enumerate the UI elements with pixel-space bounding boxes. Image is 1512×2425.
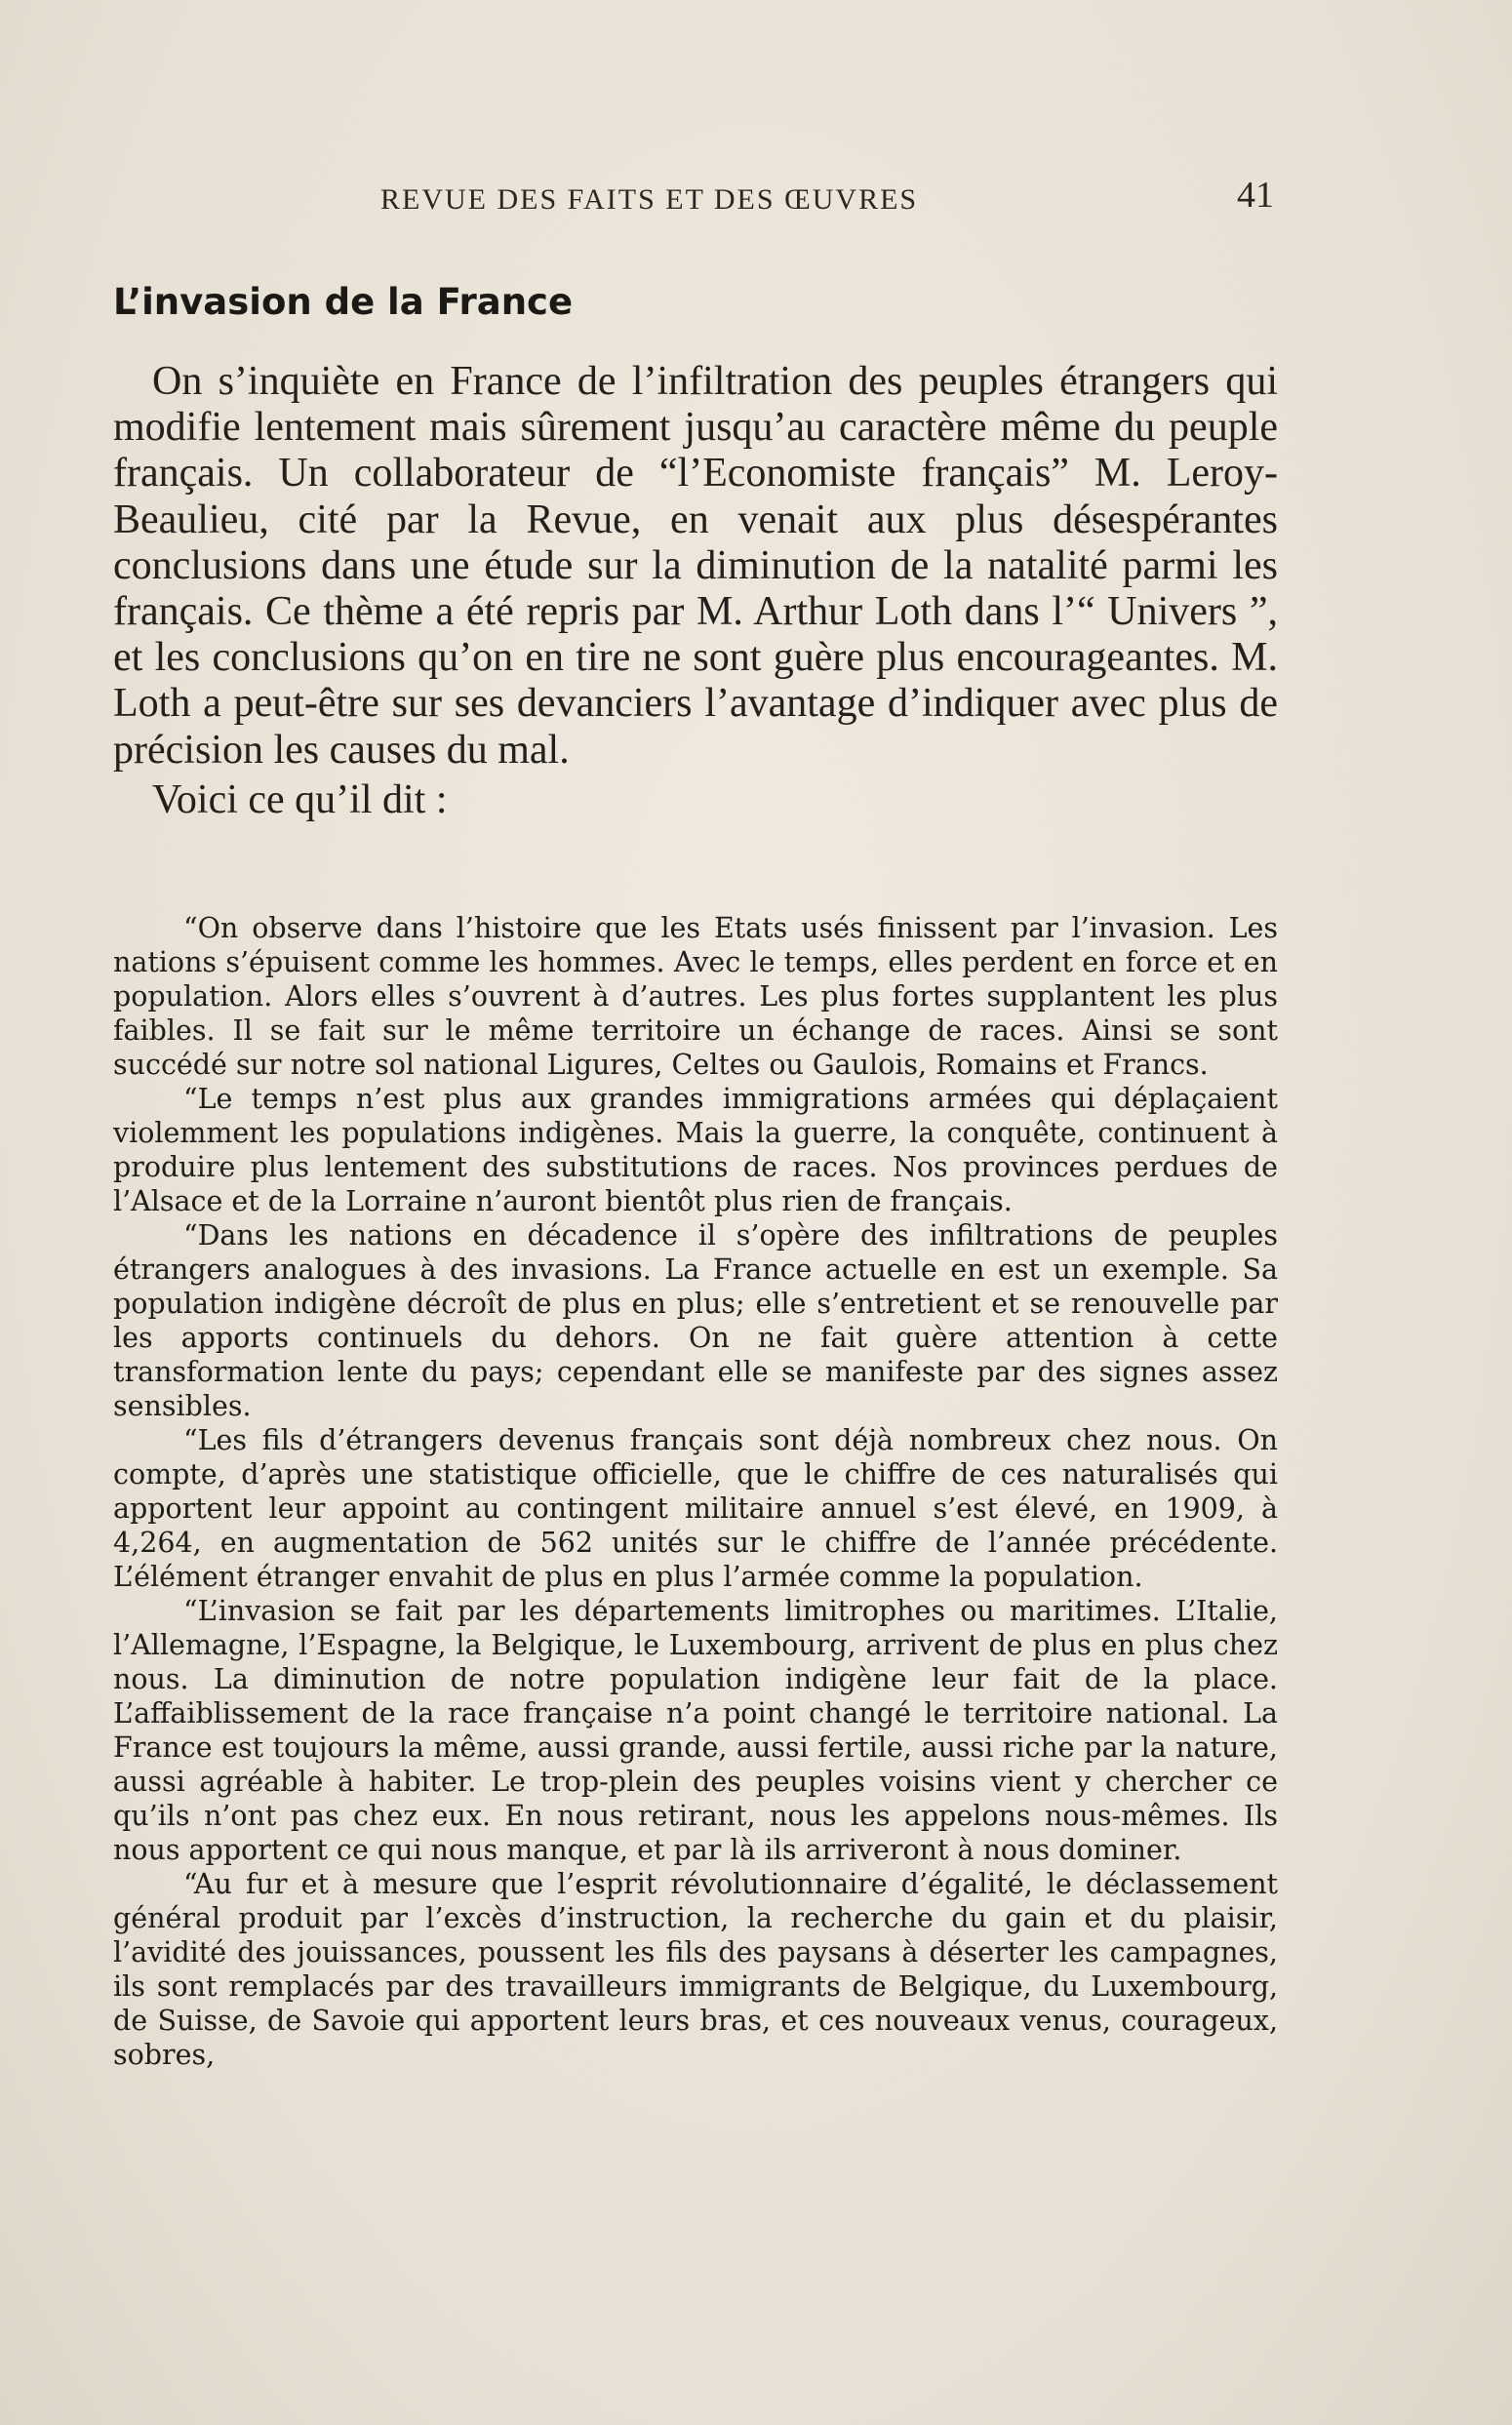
quoted-passage — [113, 911, 1278, 2072]
quote-paragraph: “Dans les nations en décadence il s’opère des infiltrations de peuples étrangers analogues à des invasions. La France actuelle en est un exemple. Sa population indigène décroît de plus en plus; elle s’entretient et se renouvelle par les apports continuels du dehors. On ne fait guère attention à cette transformation lente du pays; cependant elle se manifeste par des signes assez sensibles. — [113, 1219, 1278, 1422]
running-head: REVUE DES FAITS ET DES ŒUVRES — [380, 183, 919, 216]
intro-block — [113, 359, 1278, 823]
quote-paragraph: “Au fur et à mesure que l’esprit révolutionnaire d’égalité, le déclassement général produit par l’excès d’instruction, la recherche du gain et du plaisir, l’avidité des jouissances, poussent les fils des paysans à déserter les campagnes, ils sont remplacés par des travailleurs immigrants de Belgique, du Luxembourg, de Suisse, de Savoie qui apportent leurs bras, et ces nouveaux venus, courageux, sobres, — [113, 1868, 1278, 2071]
section-title: L’invasion de la France — [113, 281, 574, 323]
quote-paragraph: “Le temps n’est plus aux grandes immigrations armées qui déplaçaient violemment les populations indigènes. Mais la guerre, la conquête, continuent à produire plus lentement des substitutions de races. Nos provinces perdues de l’Alsace et de la Lorraine n’auront bientôt plus rien de français. — [113, 1083, 1278, 1217]
quote-paragraph: “Les fils d’étrangers devenus français sont déjà nombreux chez nous. On compte, d’après une statistique officielle, que le chiffre de ces naturalisés qui apportent leur appoint au contingent militaire annuel s’est élevé, en 1909, à 4,264, en augmentation de 562 unités sur le chiffre de l’année précédente. L’élément étranger envahit de plus en plus l’armée comme la population. — [113, 1424, 1278, 1593]
page-number: 41 — [1237, 175, 1274, 216]
quote-paragraph: “On observe dans l’histoire que les Etats usés finissent par l’invasion. Les nations s’épuisent comme les hommes. Avec le temps, elles perdent en force et en population. Alors elles s’ouvrent à d’autres. Les plus fortes supplantent les plus faibles. Il se fait sur le même territoire un échange de races. Ainsi se sont succédé sur notre sol national Ligures, Celtes ou Gaulois, Romains et Francs. — [113, 912, 1278, 1081]
intro-paragraph: On s’inquiète en France de l’infiltration des peuples étrangers qui modifie lentement mais sûrement jusqu’au caractère même du peuple français. Un collaborateur de “l’Economiste français” M. Leroy-Beaulieu, cité par la Revue, en venait aux plus désespérantes conclusions dans une étude sur la diminution de la natalité parmi les français. Ce thème a été repris par M. Arthur Loth dans l’“ Univers ”, et les conclusions qu’on en tire ne sont guère plus encourageantes. M. Loth a peut-être sur ses devanciers l’avantage d’indiquer avec plus de précision les causes du mal. — [113, 359, 1278, 773]
quote-lead: Voici ce qu’il dit : — [152, 776, 448, 822]
quote-paragraph: “L’invasion se fait par les départements limitrophes ou maritimes. L’Italie, l’Allemagne, l’Espagne, la Belgique, le Luxembourg, arrivent de plus en plus chez nous. La diminution de notre population indigène leur fait de la place. L’affaiblissement de la race française n’a point changé le territoire national. La France est toujours la même, aussi grande, aussi fertile, aussi riche par la nature, aussi agréable à habiter. Le trop-plein des peuples voisins vient y chercher ce qu’ils n’ont pas chez eux. En nous retirant, nous les appelons nous-mêmes. Ils nous apportent ce qui nous manque, et par là ils arriveront à nous dominer. — [113, 1595, 1278, 1866]
